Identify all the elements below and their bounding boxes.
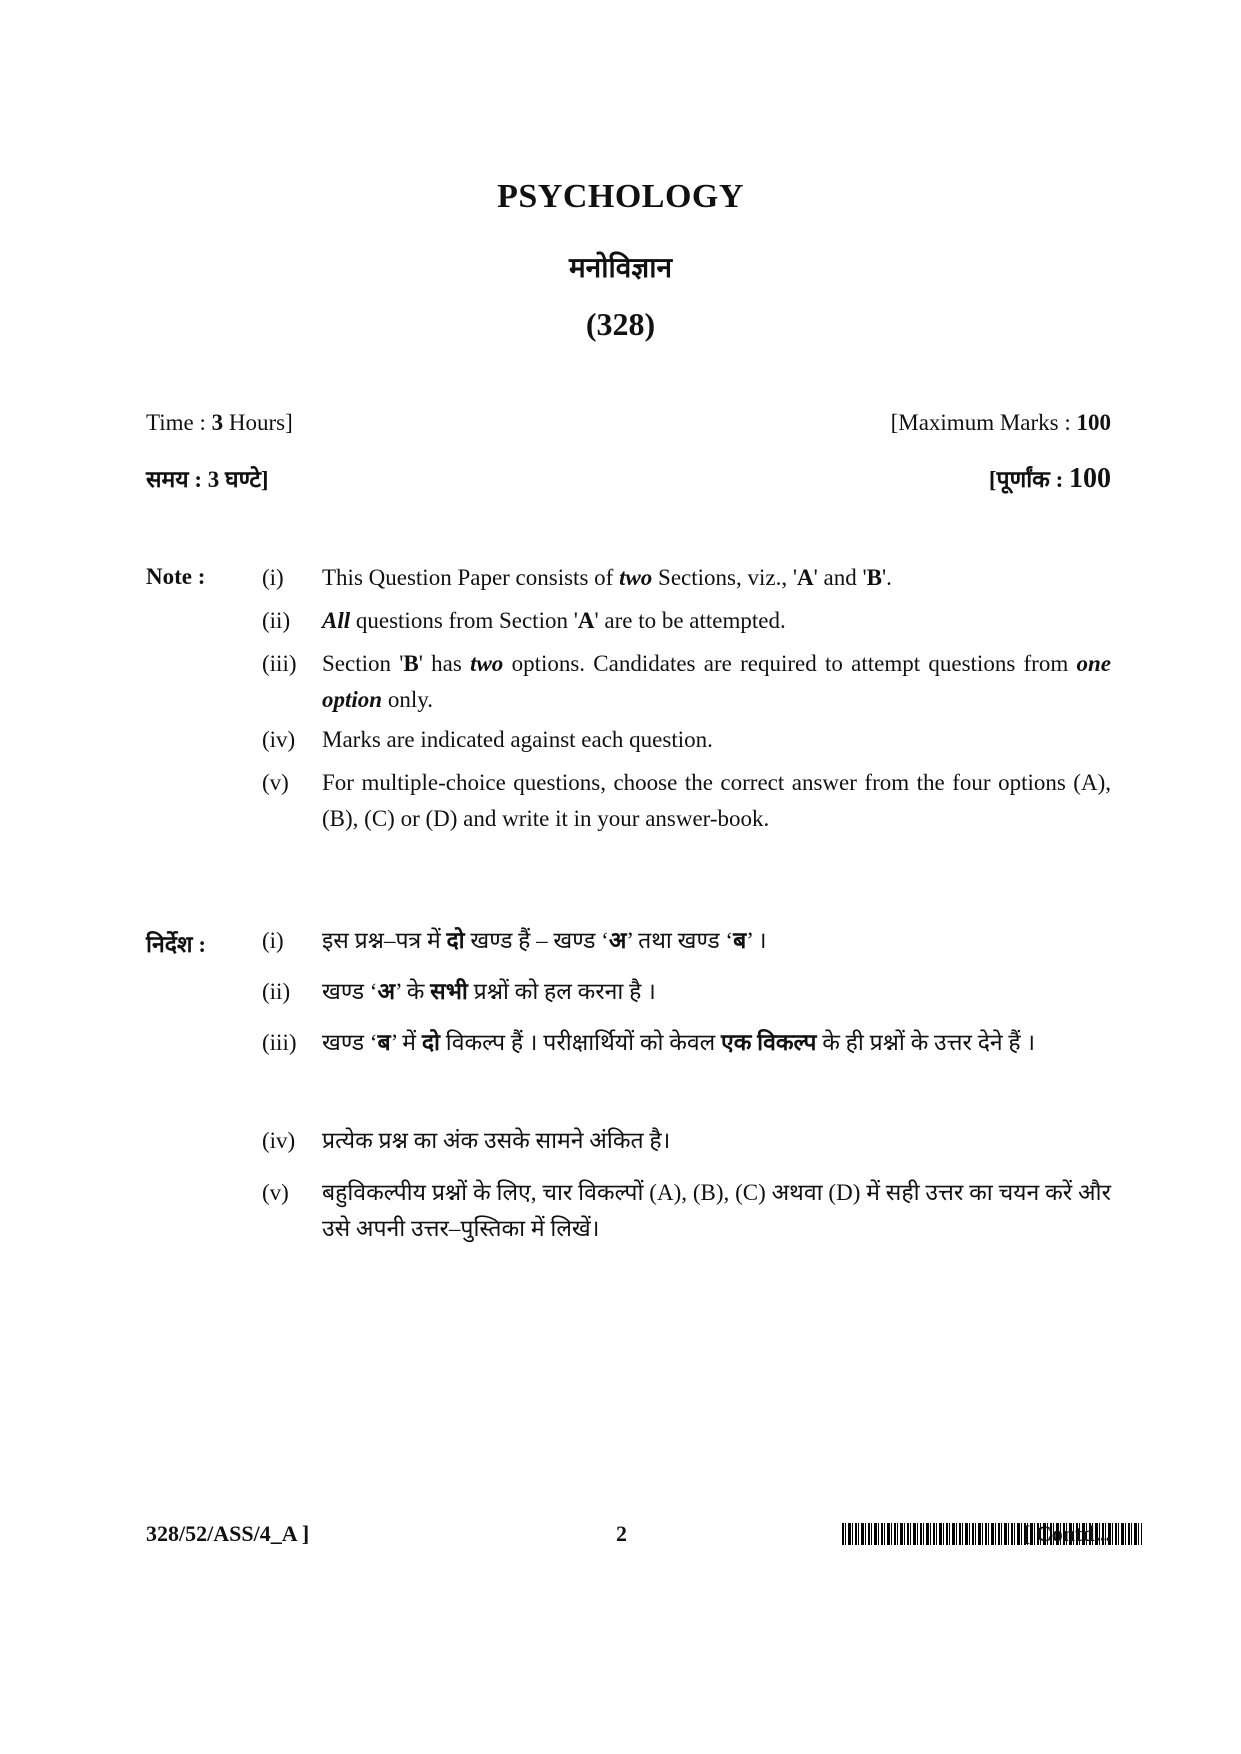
max-marks-label: [Maximum Marks : 100	[890, 410, 1111, 435]
page-number: 2	[616, 1521, 627, 1546]
nirdesh-label: निर्देश :	[146, 932, 206, 957]
paper-code: 328/52/ASS/4_A ]	[146, 1521, 310, 1546]
page-title: PSYCHOLOGY	[497, 178, 744, 215]
note-label: Note :	[146, 564, 206, 589]
time-label: Time : 3 Hours]	[146, 410, 293, 435]
samay-label: समय : 3 घण्टे]	[146, 467, 269, 492]
time-row	[146, 410, 1111, 436]
purnank-label: [पूर्णांक : 100	[988, 463, 1111, 494]
page-title-hindi: मनोविज्ञान	[568, 253, 673, 284]
samay-row	[146, 462, 1111, 494]
subject-code: (328)	[585, 306, 656, 342]
contd-label: [ Contd...	[1022, 1521, 1111, 1546]
